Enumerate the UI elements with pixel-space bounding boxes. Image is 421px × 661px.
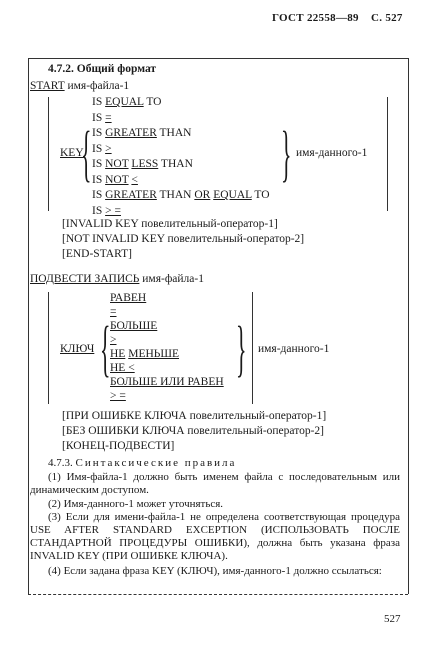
start-option: IS GREATER THAN <box>92 127 192 139</box>
start-option: IS GREATER THAN OR EQUAL TO <box>92 189 270 201</box>
podvesti-file-name: имя-файла-1 <box>142 273 204 285</box>
start-option: IS NOT LESS THAN <box>92 158 193 170</box>
start-key-word: KEY <box>60 147 84 159</box>
running-header <box>272 12 403 24</box>
page-number: 527 <box>384 613 401 625</box>
podvesti-clause: [ПРИ ОШИБКЕ КЛЮЧА повелительный-оператор-1] <box>62 410 327 422</box>
podvesti-clause: [БЕЗ ОШИБКИ КЛЮЧА повелительный-оператор-2] <box>62 425 324 437</box>
start-clause: [END-START] <box>62 248 132 260</box>
section-left-rule <box>28 58 29 594</box>
podvesti-verb: ПОДВЕСТИ ЗАПИСЬ <box>30 273 140 285</box>
section-top-rule <box>28 58 408 59</box>
standard-number: ГОСТ 22558—89 <box>272 12 359 24</box>
section-title-472: 4.7.2. Общий формат <box>48 63 157 75</box>
podvesti-option: НЕ МЕНЬШЕ <box>110 348 180 360</box>
start-key-brace-right: } <box>281 120 292 188</box>
podvesti-statement-head <box>30 272 204 287</box>
section-title-473 <box>48 457 236 469</box>
start-option: IS NOT < <box>92 173 138 186</box>
podvesti-options-list <box>110 291 224 403</box>
podvesti-option: НЕ < <box>110 362 135 374</box>
rule-3: (3) Если для имени-файла-1 не определена соответствующая процедура USE AFTER STANDARD EXCEPTION (ИСПОЛЬЗОВАТЬ ПОСЛЕ СТАНДАРТНОЙ ПРОЦЕДУРЫ ОШИБКИ), должна быть указана фраза INVALID KEY (ПРИ ОШИБКЕ КЛЮЧА). <box>30 511 400 562</box>
start-key-brace-left: { <box>81 120 92 188</box>
start-options-list <box>92 95 270 219</box>
start-clause: [NOT INVALID KEY повелительный-оператор-2] <box>62 233 305 245</box>
podvesti-option: БОЛЬШЕ <box>110 320 158 332</box>
podvesti-option: РАВЕН <box>110 292 147 304</box>
podvesti-clauses <box>62 409 326 454</box>
podvesti-key-word: КЛЮЧ <box>60 343 95 355</box>
section-right-rule <box>408 58 409 594</box>
rule-2: (2) Имя-данного-1 может уточняться. <box>48 498 224 510</box>
section-bottom-rule <box>28 594 408 595</box>
podvesti-key-brace-left: { <box>100 315 111 383</box>
podvesti-key-brace-right: } <box>236 315 247 383</box>
podvesti-option: БОЛЬШЕ ИЛИ РАВЕН <box>110 376 224 388</box>
rule-1: (1) Имя-файла-1 должно быть именем файла с последовательным или динамическим доступом. <box>30 471 400 496</box>
section-num-473: 4.7.3. <box>48 457 73 469</box>
start-file-name: имя-файла-1 <box>67 80 130 92</box>
start-statement-head <box>30 79 129 94</box>
start-clause: [INVALID KEY повелительный-оператор-1] <box>62 218 278 230</box>
start-option: IS EQUAL TO <box>92 96 162 108</box>
start-option: IS > = <box>92 204 121 217</box>
start-option: IS = <box>92 111 112 124</box>
rule-4: (4) Если задана фраза KEY (КЛЮЧ), имя-данного-1 должно ссылаться: <box>48 565 382 577</box>
start-data-name: имя-данного-1 <box>296 147 368 159</box>
podvesti-clause: [КОНЕЦ-ПОДВЕСТИ] <box>62 440 175 452</box>
start-verb: START <box>30 80 65 92</box>
podvesti-option: = <box>110 306 117 318</box>
header-page-ref: С. 527 <box>370 12 403 24</box>
podvesti-data-name: имя-данного-1 <box>258 343 330 355</box>
podvesti-option: > <box>110 334 117 346</box>
start-option: IS > <box>92 142 112 155</box>
start-clauses <box>62 217 304 262</box>
section-name-473: Синтаксические правила <box>75 457 237 469</box>
podvesti-option: > = <box>110 390 126 402</box>
